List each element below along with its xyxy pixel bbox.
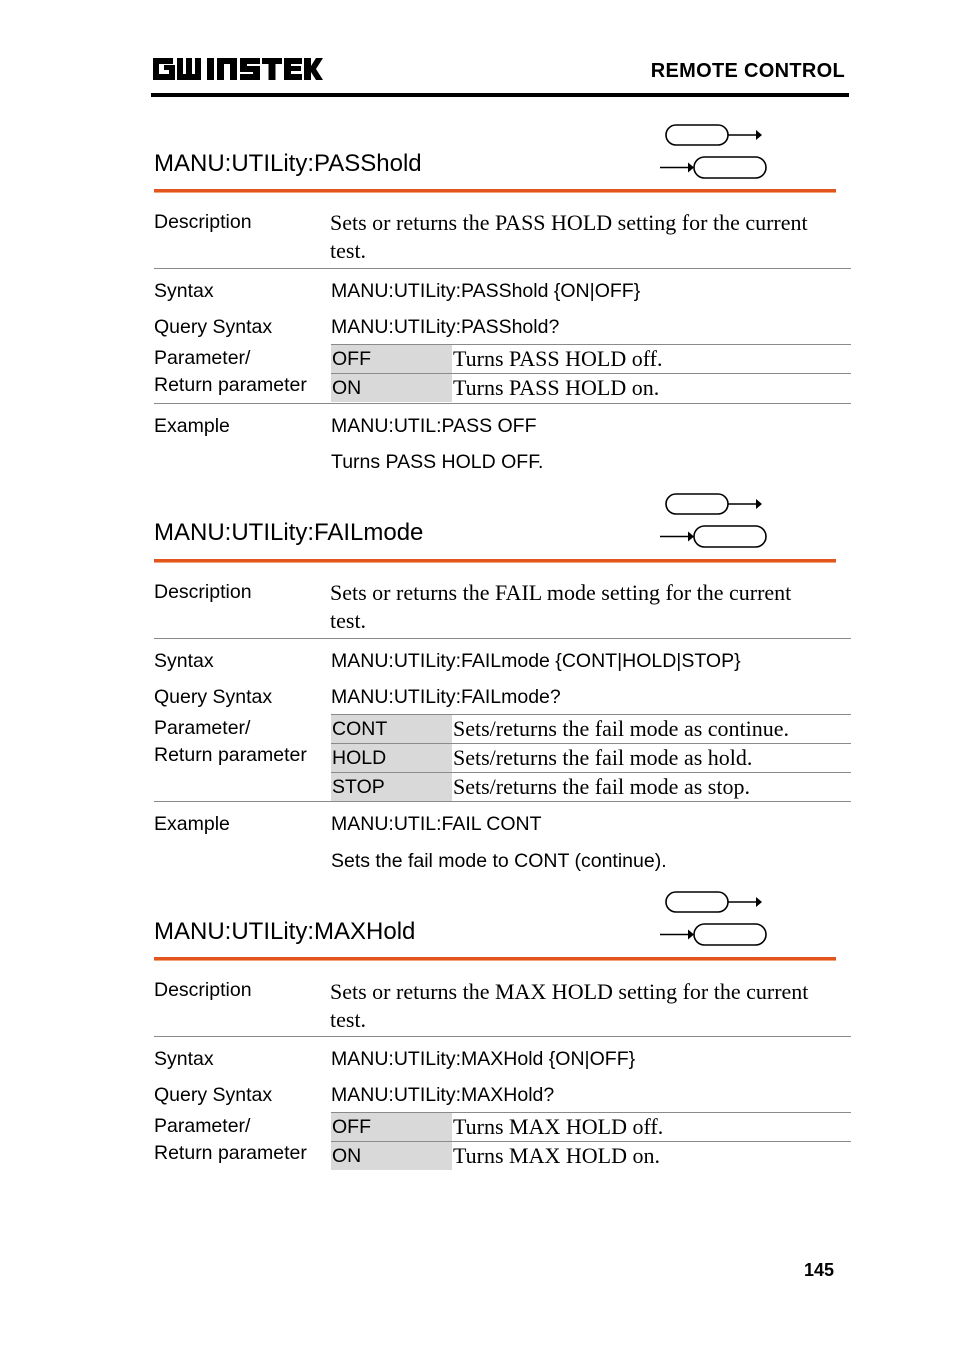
query-syntax-label: Query Syntax bbox=[154, 686, 273, 708]
set-query-icon bbox=[658, 491, 768, 553]
param-key: CONT bbox=[331, 715, 452, 743]
divider bbox=[154, 638, 851, 639]
description-label: Description bbox=[154, 581, 252, 603]
section-title-failmode: MANU:UTILity:FAILmode bbox=[154, 519, 424, 546]
description-label: Description bbox=[154, 211, 252, 233]
example-command: MANU:UTIL:PASS OFF bbox=[331, 415, 537, 437]
description-text: Sets or returns the FAIL mode setting for the current test. bbox=[330, 580, 792, 633]
param-description: Sets/returns the fail mode as hold. bbox=[453, 745, 753, 770]
description-text: Sets or returns the MAX HOLD setting for the current test. bbox=[330, 979, 809, 1032]
param-description: Turns PASS HOLD off. bbox=[453, 346, 663, 371]
query-syntax-label: Query Syntax bbox=[154, 1084, 273, 1106]
section-title-passhold: MANU:UTILity:PASShold bbox=[154, 150, 422, 177]
param-key: ON bbox=[331, 1142, 452, 1170]
syntax-value: MANU:UTILity:FAILmode {CONT|HOLD|STOP} bbox=[331, 650, 741, 672]
parameter-label: Parameter/ bbox=[154, 1115, 251, 1137]
example-label: Example bbox=[154, 415, 230, 437]
parameter-label: Parameter/ bbox=[154, 347, 251, 369]
section-title-maxhold: MANU:UTILity:MAXHold bbox=[154, 918, 416, 945]
return-parameter-label: Return parameter bbox=[154, 1142, 307, 1164]
page-number: 145 bbox=[803, 1260, 834, 1280]
description-label: Description bbox=[154, 979, 252, 1001]
param-key: OFF bbox=[331, 1113, 452, 1141]
param-description: Turns MAX HOLD on. bbox=[453, 1143, 660, 1168]
param-description: Sets/returns the fail mode as stop. bbox=[453, 774, 750, 799]
description-text: Sets or returns the PASS HOLD setting for the current test. bbox=[330, 210, 808, 263]
divider bbox=[154, 801, 851, 802]
syntax-value: MANU:UTILity:PASShold {ON|OFF} bbox=[331, 280, 641, 302]
header-rule bbox=[151, 93, 849, 97]
section-rule bbox=[154, 189, 836, 192]
section-rule bbox=[154, 957, 836, 960]
header-section-title: REMOTE CONTROL bbox=[650, 60, 845, 82]
set-query-icon bbox=[658, 122, 768, 184]
syntax-label: Syntax bbox=[154, 650, 214, 672]
divider bbox=[154, 403, 851, 404]
syntax-label: Syntax bbox=[154, 1048, 214, 1070]
query-syntax-value: MANU:UTILity:MAXHold? bbox=[331, 1084, 555, 1106]
set-query-icon bbox=[658, 889, 768, 951]
query-syntax-value: MANU:UTILity:PASShold? bbox=[331, 316, 560, 338]
divider bbox=[154, 1036, 851, 1037]
example-note: Sets the fail mode to CONT (continue). bbox=[331, 850, 667, 872]
param-description: Sets/returns the fail mode as continue. bbox=[453, 716, 790, 741]
query-syntax-value: MANU:UTILity:FAILmode? bbox=[331, 686, 561, 708]
divider bbox=[154, 268, 851, 269]
syntax-value: MANU:UTILity:MAXHold {ON|OFF} bbox=[331, 1048, 636, 1070]
section-rule bbox=[154, 559, 836, 562]
param-description: Turns PASS HOLD on. bbox=[453, 375, 660, 400]
return-parameter-label: Return parameter bbox=[154, 744, 307, 766]
parameter-label: Parameter/ bbox=[154, 717, 251, 739]
param-key: OFF bbox=[331, 345, 452, 373]
param-key: ON bbox=[331, 374, 452, 402]
example-label: Example bbox=[154, 813, 230, 835]
syntax-label: Syntax bbox=[154, 280, 214, 302]
gw-instek-logo bbox=[153, 54, 323, 84]
example-command: MANU:UTIL:FAIL CONT bbox=[331, 813, 542, 835]
param-key: STOP bbox=[331, 773, 452, 801]
return-parameter-label: Return parameter bbox=[154, 374, 307, 396]
example-note: Turns PASS HOLD OFF. bbox=[331, 451, 544, 473]
param-description: Turns MAX HOLD off. bbox=[453, 1114, 664, 1139]
param-key: HOLD bbox=[331, 744, 452, 772]
query-syntax-label: Query Syntax bbox=[154, 316, 273, 338]
